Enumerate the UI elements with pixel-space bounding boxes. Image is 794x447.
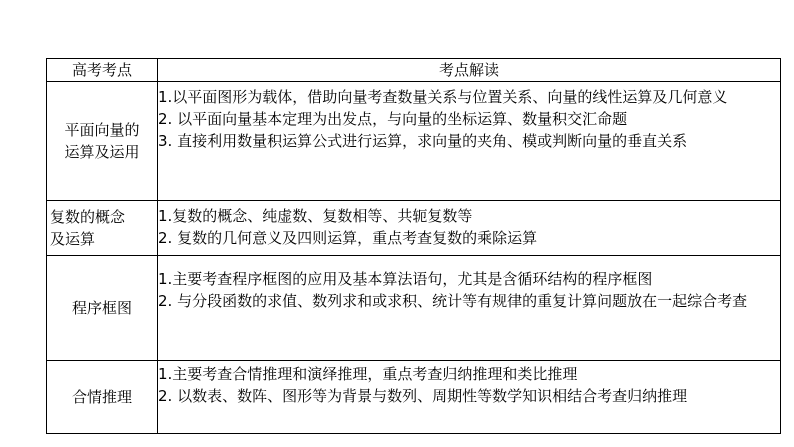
content-cell: [158, 82, 781, 201]
topic-cell: [47, 256, 158, 361]
topic-line: 程序框图: [71, 299, 132, 317]
topic-cell: [47, 201, 158, 256]
table-row: [47, 256, 781, 361]
content-item: 2. 以数表、数阵、图形等为背景与数列、周期性等数学知识相结合考查归纳推理: [158, 387, 688, 405]
content-item: 1.复数的概念、纯虚数、复数相等、共轭复数等: [158, 207, 473, 225]
topic-line: 平面向量的: [64, 121, 140, 139]
content-cell: [158, 361, 781, 434]
topic-line: 及运算: [50, 230, 96, 248]
topic-line: 运算及运用: [64, 143, 140, 161]
table-row: [47, 361, 781, 434]
header-point-explanation: 考点解读: [158, 59, 781, 82]
table-row: [47, 201, 781, 256]
topic-line: 复数的概念: [50, 208, 126, 226]
content-item: 3. 直接利用数量积运算公式进行运算，求向量的夹角、模或判断向量的垂直关系: [158, 132, 688, 150]
content-item: 1.以平面图形为载体，借助向量考查数量关系与位置关系、向量的线性运算及几何意义: [158, 88, 728, 106]
content-item: 2. 以平面向量基本定理为出发点，与向量的坐标运算、数量积交汇命题: [158, 110, 628, 128]
topic-cell: [47, 361, 158, 434]
content-item: 2. 复数的几何意义及四则运算，重点考查复数的乘除运算: [158, 229, 538, 247]
exam-points-table: [46, 58, 781, 434]
topic-cell: [47, 82, 158, 201]
content-cell: [158, 256, 781, 361]
table-row: [47, 82, 781, 201]
content-item: 1.主要考查合情推理和演绎推理，重点考查归纳推理和类比推理: [158, 365, 578, 383]
content-item: 1.主要考查程序框图的应用及基本算法语句，尤其是含循环结构的程序框图: [158, 270, 653, 288]
topic-line: 合情推理: [71, 388, 132, 406]
header-exam-point: 高考考点: [47, 59, 158, 82]
table-header-row: [47, 59, 781, 82]
content-item: 2. 与分段函数的求值、数列求和或求积、统计等有规律的重复计算问题放在一起综合考查: [158, 292, 748, 310]
content-cell: [158, 201, 781, 256]
